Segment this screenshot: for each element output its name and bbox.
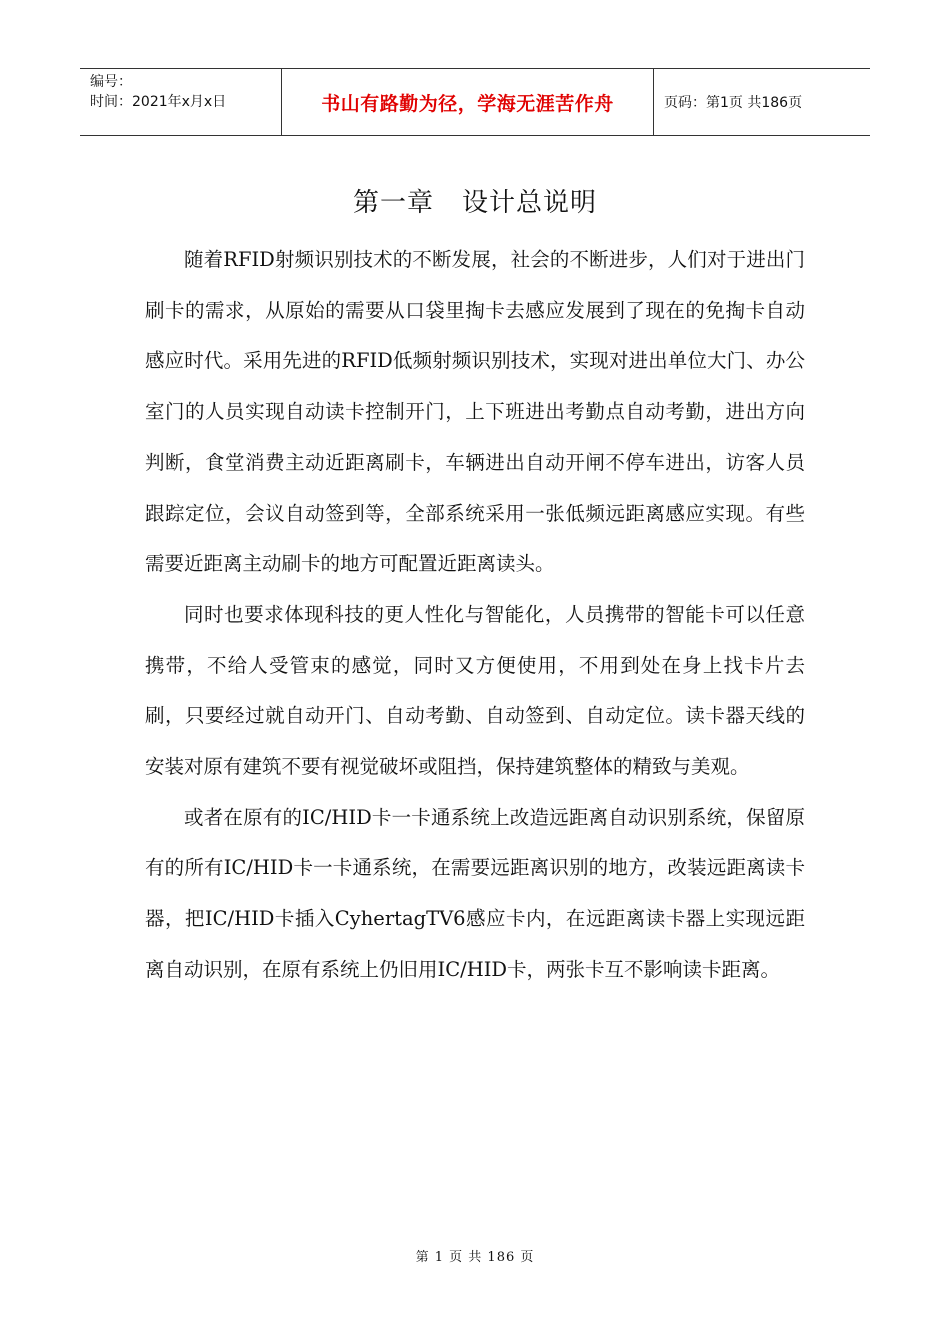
document-header xyxy=(80,68,870,136)
chapter-label: 第一章 xyxy=(352,188,434,218)
header-meta xyxy=(80,69,282,135)
number-label: 编号： xyxy=(90,74,132,90)
paragraph-3: 或者在原有的IC/HID卡一卡通系统上改造远距离自动识别系统，保留原有的所有IC/HID卡一卡通系统，在需要远距离识别的地方，改装远距离读卡器，把IC/HID卡插入CyhertagTV6感应卡内，在远距离读卡器上实现远距离自动识别，在原有系统上仍旧用IC/HID卡，两张卡互不影响读卡距离。 xyxy=(145,805,805,981)
document-body xyxy=(145,235,805,996)
chapter-heading xyxy=(0,182,950,219)
chapter-title: 设计总说明 xyxy=(462,188,598,218)
paragraph-1: 随着RFID射频识别技术的不断发展，社会的不断进步，人们对于进出门刷卡的需求，从原始的需要从口袋里掏卡去感应发展到了现在的免掏卡自动感应时代。采用先进的RFID低频射频识别技术，实现对进出单位大门、办公室门的人员实现自动读卡控制开门，上下班进出考勤点自动考勤，进出方向判断，食堂消费主动近距离刷卡，车辆进出自动开闸不停车进出，访客人员跟踪定位，会议自动签到等，全部系统采用一张低频远距离感应实现。有些需要近距离主动刷卡的地方可配置近距离读头。 xyxy=(145,248,805,576)
date-label: 时间：2021年x月x日 xyxy=(90,94,227,110)
header-motto: 书山有路勤为径，学海无涯苦作舟 xyxy=(282,69,654,135)
paragraph-2: 同时也要求体现科技的更人性化与智能化，人员携带的智能卡可以任意携带，不给人受管束的感觉，同时又方便使用，不用到处在身上找卡片去刷，只要经过就自动开门、自动考勤、自动签到、自动定位。读卡器天线的安装对原有建筑不要有视觉破坏或阻挡，保持建筑整体的精致与美观。 xyxy=(145,602,805,779)
page-footer: 第 1 页 共 186 页 xyxy=(415,1250,535,1265)
header-page-info: 页码：第1页 共186页 xyxy=(664,95,803,111)
